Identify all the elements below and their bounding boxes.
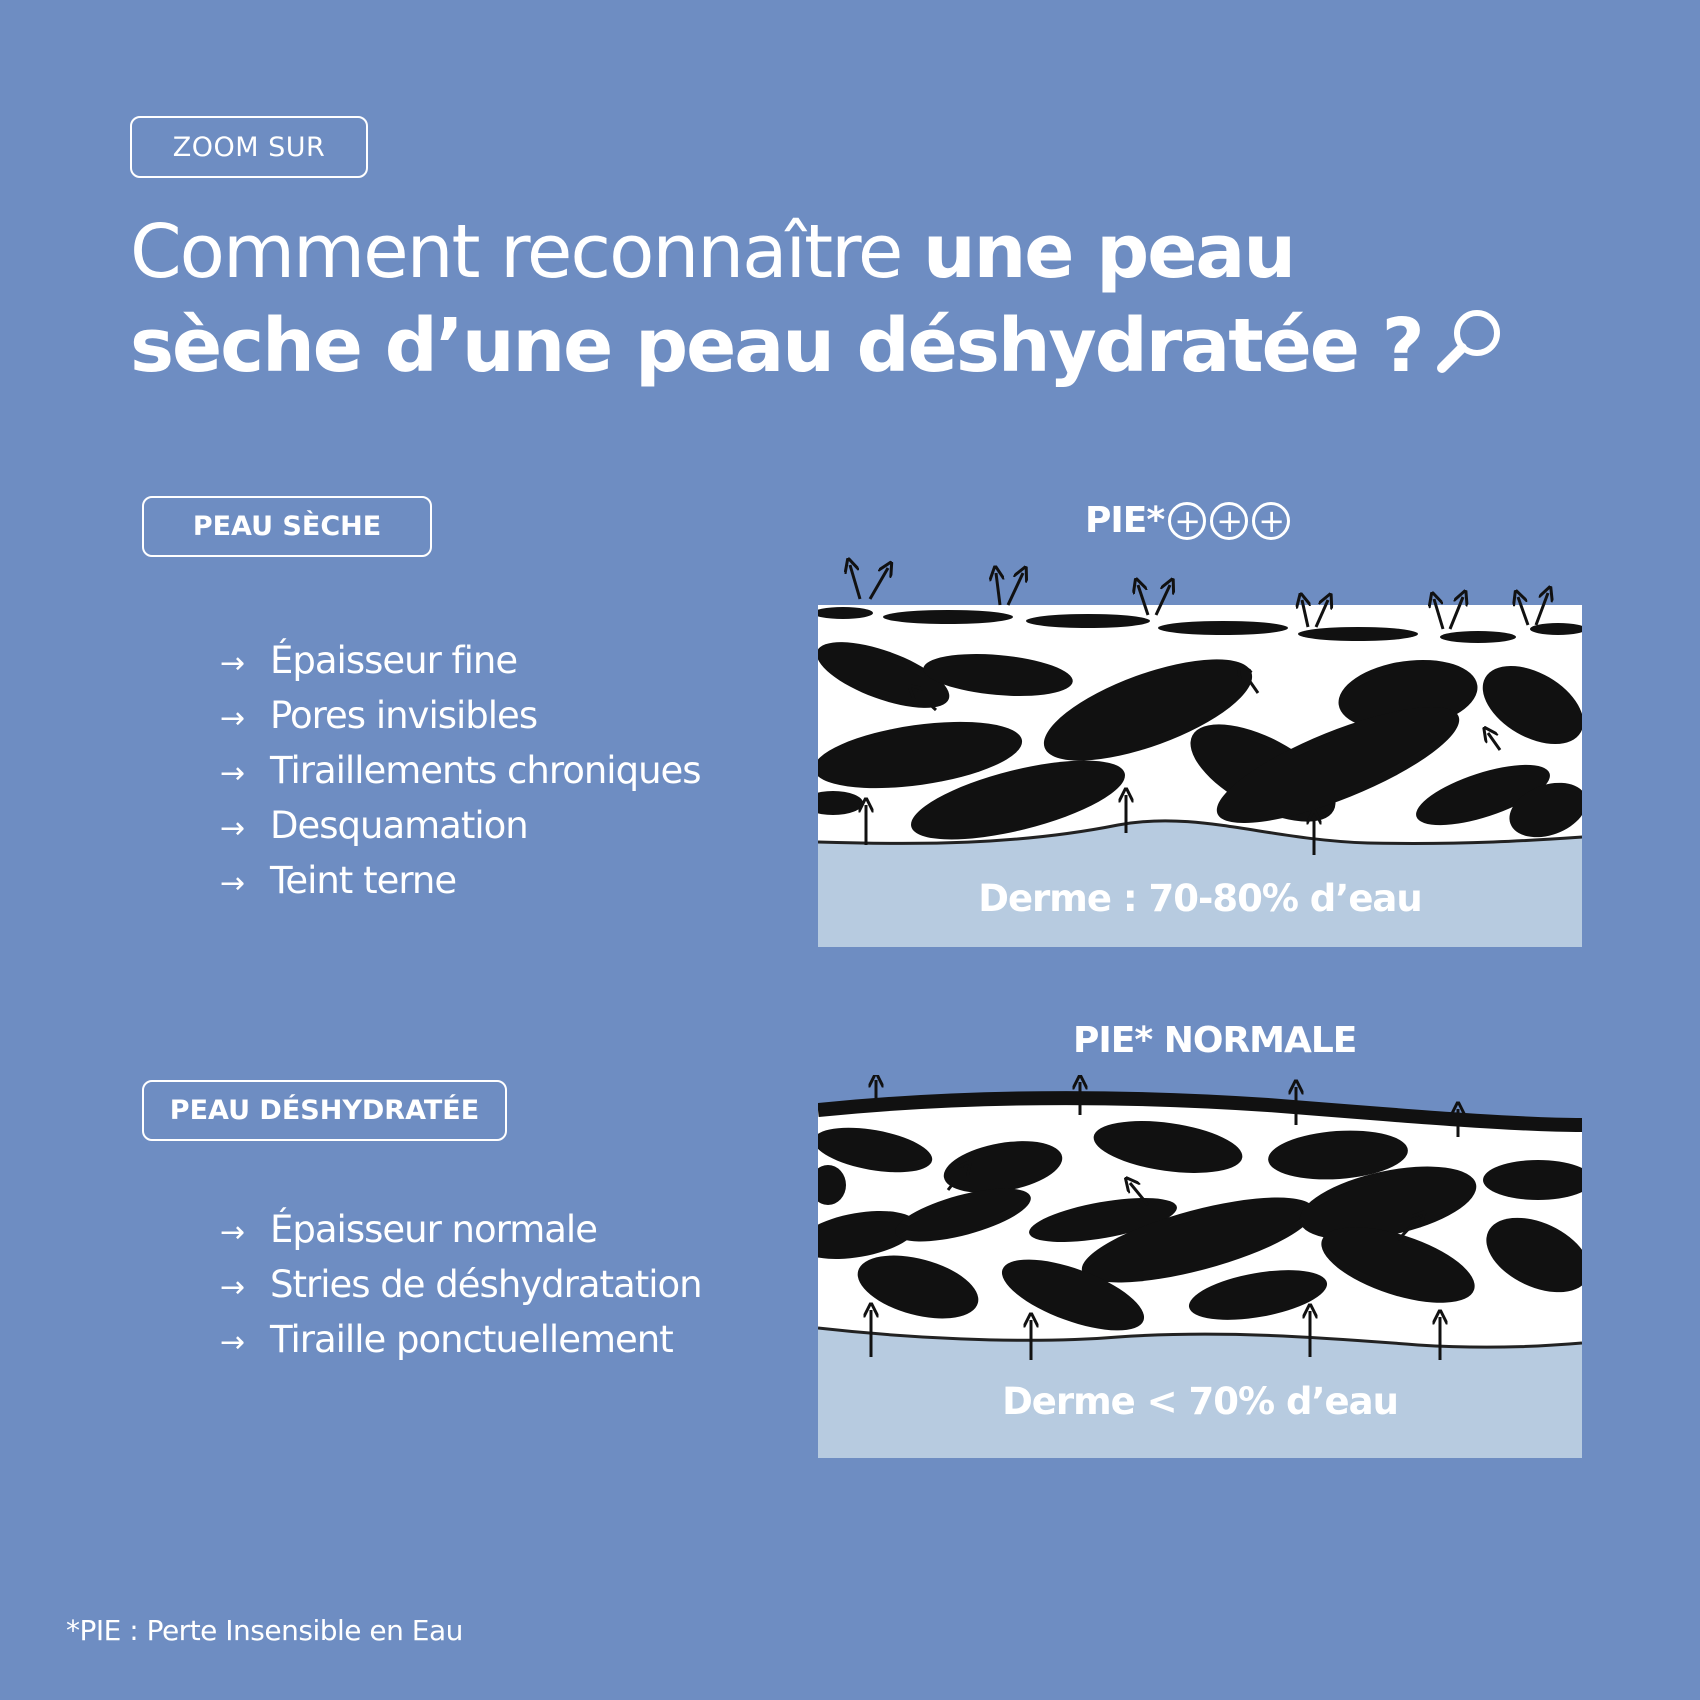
magnifying-glass-icon <box>1433 305 1505 399</box>
arrow-icon: → <box>220 811 245 846</box>
skin-diagram-dry <box>818 555 1582 947</box>
arrow-icon: → <box>220 1215 245 1250</box>
diagram-title-pie-plus <box>1085 500 1290 541</box>
list-item: → Tiraillements chroniques <box>220 743 701 798</box>
title-bold-2: sèche d’une peau déshydratée ? <box>130 303 1423 389</box>
arrow-icon: → <box>220 1325 245 1360</box>
list-item: → Tiraille ponctuellement <box>220 1312 702 1367</box>
derme-label-dehydrated: Derme < 70% d’eau <box>1002 1380 1398 1423</box>
arrow-icon: → <box>220 646 245 681</box>
arrow-icon: → <box>220 1270 245 1305</box>
list-item: → Stries de déshydratation <box>220 1257 702 1312</box>
zoom-tag: ZOOM SUR <box>130 116 368 178</box>
derme-label-dry: Derme : 70-80% d’eau <box>978 877 1422 920</box>
list-item: → Épaisseur fine <box>220 633 701 688</box>
list-item: → Desquamation <box>220 798 701 853</box>
title-light: Comment reconnaître <box>130 209 923 295</box>
title-bold-1: une peau <box>922 209 1295 295</box>
arrow-icon: → <box>220 866 245 901</box>
list-item: → Épaisseur normale <box>220 1202 702 1257</box>
tag-peau-deshydratee: PEAU DÉSHYDRATÉE <box>142 1080 507 1141</box>
diagram-title-pie-normale: PIE* NORMALE <box>1073 1020 1357 1061</box>
list-peau-deshydratee <box>220 1202 702 1367</box>
arrow-icon: → <box>220 701 245 736</box>
list-item: → Pores invisibles <box>220 688 701 743</box>
skin-diagram-dehydrated <box>818 1075 1582 1458</box>
arrow-icon: → <box>220 756 245 791</box>
plus-circle-icon: + <box>1168 502 1206 540</box>
footnote: *PIE : Perte Insensible en Eau <box>66 1614 463 1647</box>
pie-label: PIE* <box>1085 500 1165 541</box>
plus-circle-icon: + <box>1210 502 1248 540</box>
page-title <box>130 205 1530 399</box>
list-item: → Teint terne <box>220 853 701 908</box>
tag-peau-seche: PEAU SÈCHE <box>142 496 432 557</box>
plus-circle-icon: + <box>1252 502 1290 540</box>
list-peau-seche <box>220 633 701 908</box>
